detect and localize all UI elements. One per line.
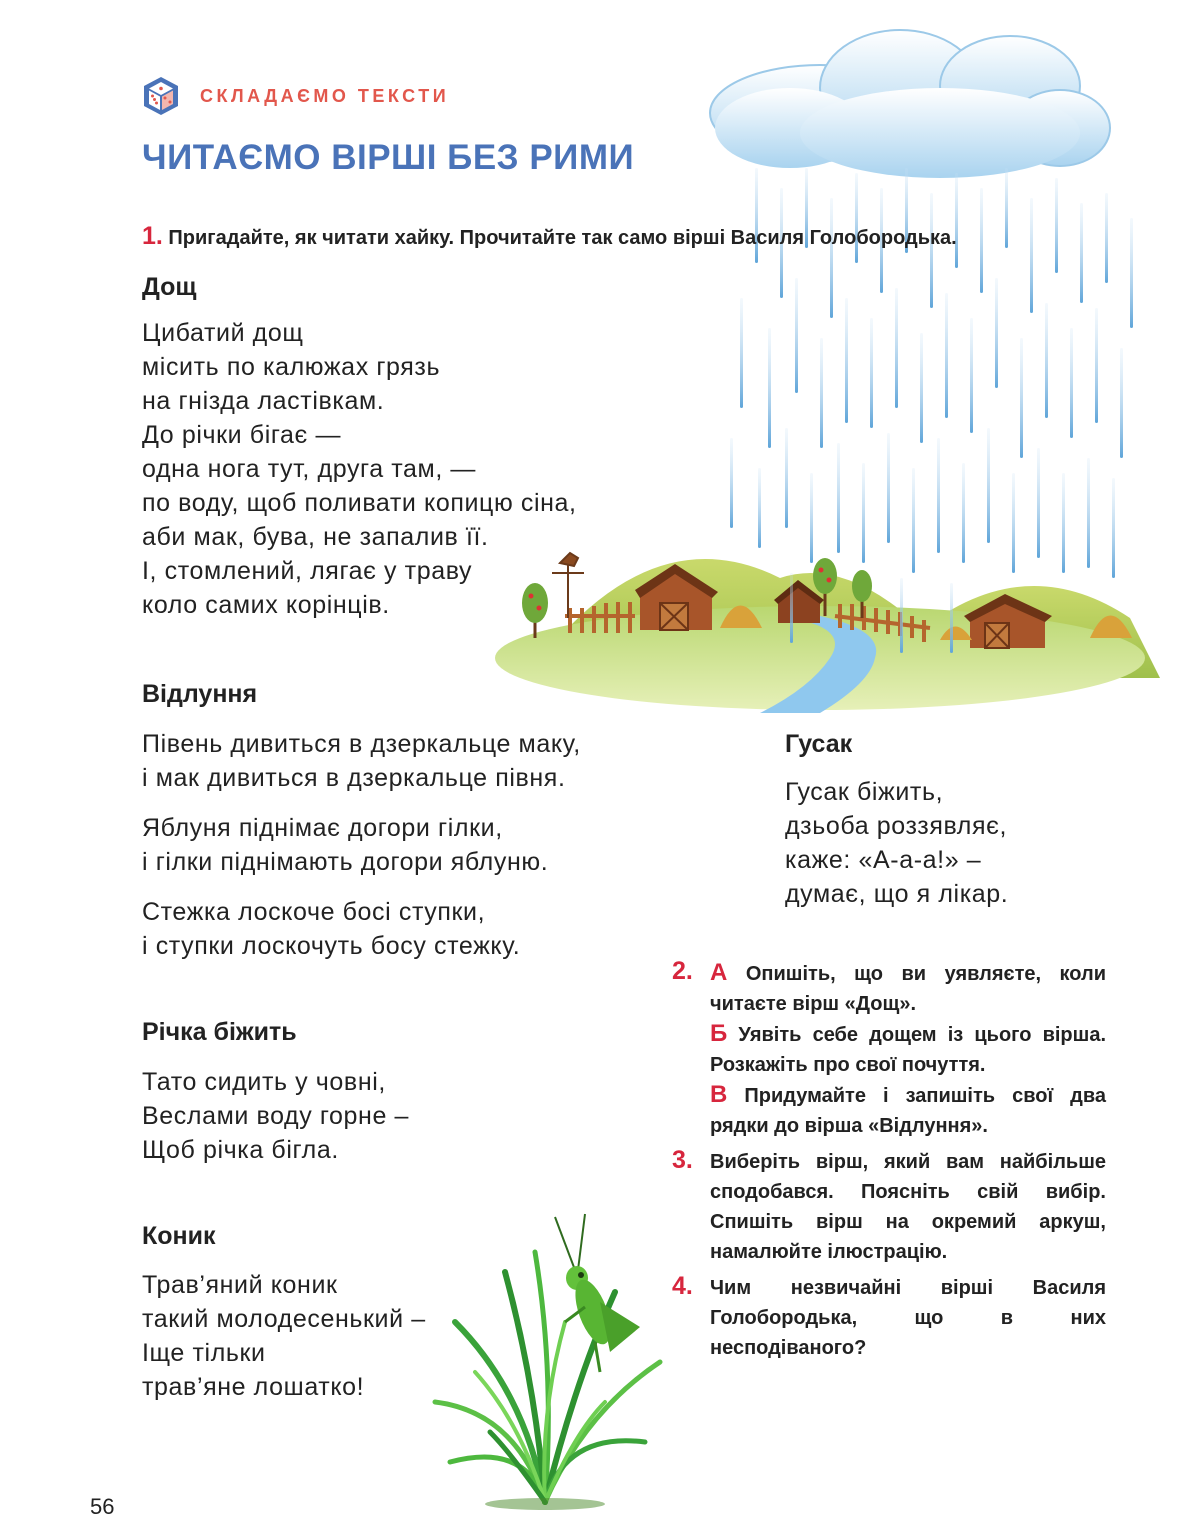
poem-line: на гнізда ластівкам. <box>142 387 385 415</box>
cloud-icon <box>710 30 1110 178</box>
page-number: 56 <box>90 1494 115 1519</box>
task-letter: Б <box>710 1020 728 1047</box>
task-2c <box>710 1080 1106 1141</box>
poem-grasshopper <box>142 1268 426 1404</box>
task-number: 1. <box>142 222 163 250</box>
poem-rain <box>142 316 577 622</box>
task-3 <box>672 1147 1106 1267</box>
poem-line: Щоб річка бігла. <box>142 1136 339 1164</box>
grasshopper-icon <box>555 1214 640 1372</box>
poem-title-echo: Відлуння <box>142 680 258 708</box>
poem-title-river: Річка біжить <box>142 1018 297 1046</box>
poem-river <box>142 1065 409 1167</box>
task-1 <box>142 222 957 251</box>
poem-echo <box>142 727 581 979</box>
dice-icon <box>142 76 180 116</box>
poem-line: по воду, щоб поливати копицю сіна, <box>142 489 577 517</box>
poem-line: Яблуня піднімає догори гілки, <box>142 814 503 842</box>
poem-gander <box>785 775 1008 911</box>
task-2b <box>710 1019 1106 1080</box>
poem-line: коло самих корінців. <box>142 591 390 619</box>
poem-line: Веслами воду горне – <box>142 1102 409 1130</box>
task-text: Виберіть вірш, який вам найбільше сподобався. Поясніть свій вибір. Спишіть вірш на окремий аркуш, намалюйте ілюстрацію. <box>710 1151 1106 1263</box>
section-label: СКЛАДАЄМО ТЕКСТИ <box>200 86 450 106</box>
poem-title-grasshopper: Коник <box>142 1222 216 1250</box>
task-number: 2. <box>672 957 693 985</box>
poem-line: Тато сидить у човні, <box>142 1068 386 1096</box>
task-number: 3. <box>672 1146 693 1174</box>
poem-line: і ступки лоскочуть босу стежку. <box>142 932 521 960</box>
grass-grasshopper-illustration <box>415 1212 675 1512</box>
poem-line: Стежка лоскоче босі ступки, <box>142 898 486 926</box>
poem-title-rain: Дощ <box>142 273 197 301</box>
poem-line: такий молодесенький – <box>142 1305 426 1333</box>
poem-line: Трав’яний коник <box>142 1271 338 1299</box>
page-title: ЧИТАЄМО ВІРШІ БЕЗ РИМИ <box>142 138 635 177</box>
poem-line: місить по калюжах грязь <box>142 353 441 381</box>
poem-line: Гусак біжить, <box>785 778 944 806</box>
task-letter: А <box>710 959 728 986</box>
poem-line: одна нога тут, друга там, — <box>142 455 477 483</box>
poem-line: До річки бігає — <box>142 421 342 449</box>
task-2 <box>672 958 1106 1141</box>
task-text: Придумайте і запишіть свої два рядки до вірша «Відлуння». <box>710 1085 1106 1137</box>
task-2a <box>710 958 1106 1019</box>
poem-line: думає, що я лікар. <box>785 880 1009 908</box>
poem-line: трав’яне лошатко! <box>142 1373 365 1401</box>
poem-line: дзьоба роззявляє, <box>785 812 1008 840</box>
poem-line: каже: «А-а-а!» – <box>785 846 982 874</box>
poem-line: і гілки піднімають догори яблуню. <box>142 848 549 876</box>
poem-line: І, стомлений, лягає у траву <box>142 557 473 585</box>
poem-line: Іще тільки <box>142 1339 266 1367</box>
poem-title-gander: Гусак <box>785 730 853 758</box>
task-letter: В <box>710 1081 728 1108</box>
task-text: Чим незвичайні вірші Василя Голобородька, що в них несподіваного? <box>710 1277 1106 1359</box>
task-number: 4. <box>672 1272 693 1300</box>
rain-village-illustration <box>490 18 1160 718</box>
task-text: Опишіть, що ви уявляєте, коли читаєте вірш «Дощ». <box>710 963 1107 1015</box>
poem-line: аби мак, бува, не запалив її. <box>142 523 489 551</box>
task-4 <box>672 1273 1106 1363</box>
task-text: Уявіть себе дощем із цього вірша. Розкажіть про свої почуття. <box>710 1024 1107 1076</box>
poem-line: Півень дивиться в дзеркальце маку, <box>142 730 581 758</box>
poem-line: і мак дивиться в дзеркальце півня. <box>142 764 566 792</box>
task-text: Пригадайте, як читати хайку. Прочитайте так само вірші Василя Голобородька. <box>168 227 957 249</box>
tasks-block <box>672 958 1106 1369</box>
poem-line: Цибатий дощ <box>142 319 304 347</box>
